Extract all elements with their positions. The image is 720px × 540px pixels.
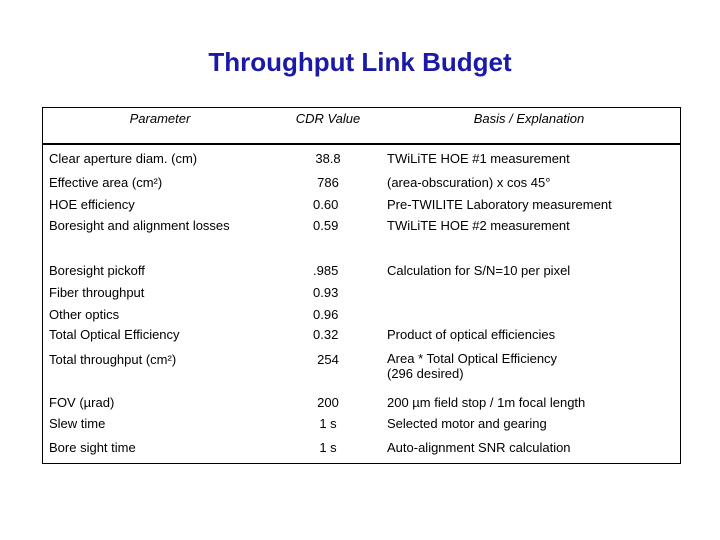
row-value: 786 bbox=[317, 175, 339, 190]
row-parameter: Clear aperture diam. (cm) bbox=[49, 151, 198, 166]
row-parameter: Slew time bbox=[49, 416, 106, 431]
row-parameter: FOV (µrad) bbox=[49, 395, 115, 410]
row-basis: TWiLiTE HOE #2 measurement bbox=[387, 218, 570, 233]
row-basis: Auto-alignment SNR calculation bbox=[387, 440, 571, 455]
row-parameter: Fiber throughput bbox=[49, 285, 145, 300]
row-value: 1 s bbox=[319, 440, 337, 455]
row-value: 0.32 bbox=[313, 327, 339, 342]
row-value: 0.59 bbox=[313, 218, 339, 233]
row-value: 254 bbox=[317, 352, 339, 367]
header-divider bbox=[42, 143, 681, 145]
page-title: Throughput Link Budget bbox=[208, 47, 512, 77]
row-value: 0.60 bbox=[313, 197, 339, 212]
row-basis-note: (296 desired) bbox=[387, 366, 464, 381]
row-parameter: HOE efficiency bbox=[49, 197, 135, 212]
header-basis: Basis / Explanation bbox=[473, 111, 585, 126]
row-basis: Calculation for S/N=10 per pixel bbox=[387, 263, 571, 278]
header-parameter: Parameter bbox=[129, 111, 191, 126]
row-parameter: Effective area (cm²) bbox=[49, 175, 163, 190]
row-basis: (area-obscuration) x cos 45° bbox=[387, 175, 551, 190]
row-basis: Selected motor and gearing bbox=[387, 416, 547, 431]
row-value: 1 s bbox=[319, 416, 337, 431]
row-basis: TWiLiTE HOE #1 measurement bbox=[387, 151, 570, 166]
row-basis: Pre-TWILITE Laboratory measurement bbox=[387, 197, 612, 212]
row-parameter: Bore sight time bbox=[49, 440, 136, 455]
row-parameter: Boresight pickoff bbox=[49, 263, 145, 278]
row-parameter: Boresight and alignment losses bbox=[49, 218, 230, 233]
header-cdr-value: CDR Value bbox=[295, 111, 361, 126]
row-basis: 200 µm field stop / 1m focal length bbox=[387, 395, 586, 410]
row-value: 0.93 bbox=[313, 285, 339, 300]
row-basis: Area * Total Optical Efficiency bbox=[387, 351, 558, 366]
row-value: 38.8 bbox=[315, 151, 341, 166]
row-basis: Product of optical efficiencies bbox=[387, 327, 556, 342]
row-value: 0.96 bbox=[313, 307, 339, 322]
row-parameter: Other optics bbox=[49, 307, 120, 322]
row-value: .985 bbox=[313, 263, 339, 278]
row-parameter: Total throughput (cm²) bbox=[49, 352, 177, 367]
row-parameter: Total Optical Efficiency bbox=[49, 327, 180, 342]
row-value: 200 bbox=[317, 395, 339, 410]
